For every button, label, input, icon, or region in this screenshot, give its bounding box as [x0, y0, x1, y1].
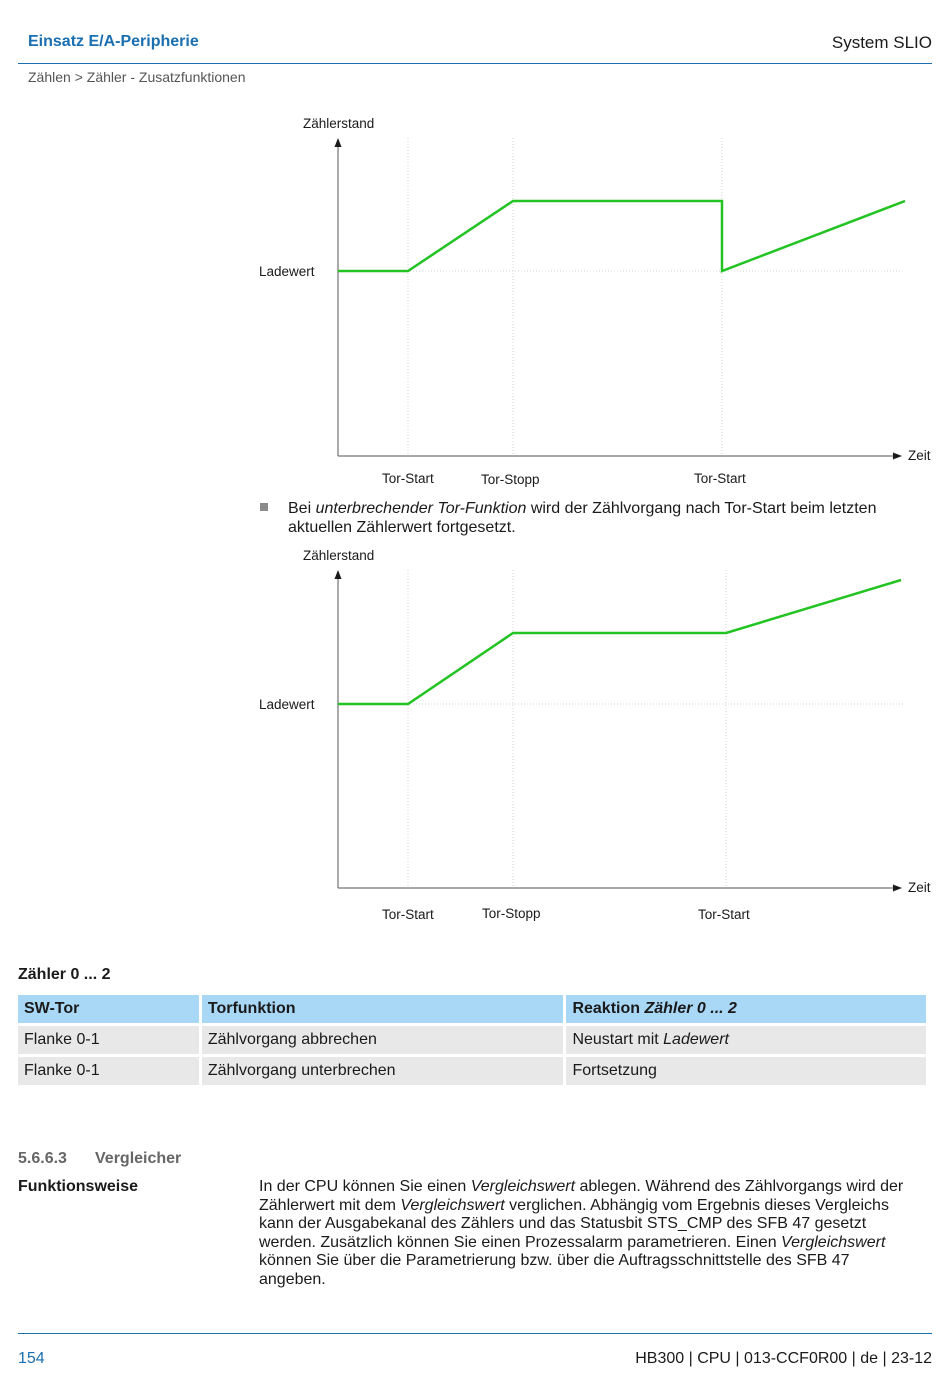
- table-header-row: [18, 995, 926, 1023]
- header-section-title: Einsatz E/A-Peripherie: [28, 33, 199, 50]
- marker-label-gate-start-2: Tor-Start: [694, 471, 746, 486]
- gate-function-table: [15, 992, 929, 1088]
- x-axis-label: Zeit: [908, 448, 931, 463]
- counter-value-line: [338, 580, 901, 704]
- y-axis-arrow-icon: [335, 138, 342, 147]
- cell-gate-function: Zählvorgang abbrechen: [202, 1026, 564, 1054]
- x-axis-arrow-icon: [893, 453, 902, 460]
- body-text-part: verglichen. Abhängig vom Ergebnis dieses Vergleichs kann der Ausgabekanal des Zählers und das Statusbit STS_CMP des SFB 47 gesetzt werden. Zusätzlich können Sie einen Prozessalarm parametrieren. Einen: [259, 1196, 889, 1251]
- bullet-paragraph: [288, 499, 928, 537]
- table-row: [18, 1026, 926, 1054]
- reaction-text: Fortsetzung: [572, 1062, 657, 1079]
- y-axis-label: Zählerstand: [303, 548, 375, 563]
- counter-diagram-interrupt: [0, 542, 950, 927]
- marker-label-gate-start-1: Tor-Start: [382, 907, 434, 922]
- bullet-text-suffix: wird der Zählvorgang nach Tor-Start beim letzten aktuellen Zählerwert fortgesetzt.: [288, 500, 877, 536]
- body-text-part: ablegen. Während des Zählvorgangs wird der Zählerwert mit dem: [259, 1178, 904, 1214]
- marker-label-gate-stop: Tor-Stopp: [482, 906, 541, 921]
- bullet-text-emphasis: unterbrechender Tor-Funktion: [315, 500, 527, 517]
- reaction-emphasis: Ladewert: [663, 1031, 729, 1048]
- counter-value-line: [338, 201, 905, 271]
- column-header-reaction: [566, 995, 926, 1023]
- section-body-paragraph: [259, 1178, 919, 1290]
- marker-label-gate-stop: Tor-Stopp: [481, 472, 540, 487]
- load-value-label: Ladewert: [259, 697, 315, 712]
- load-value-label: Ladewert: [259, 264, 315, 279]
- reaction-header-emphasis: Zähler 0 ... 2: [644, 1000, 737, 1017]
- section-title: Vergleicher: [95, 1150, 182, 1167]
- marker-label-gate-start-2: Tor-Start: [698, 907, 750, 922]
- counter-diagram-abort: [0, 110, 950, 495]
- section-number: 5.6.6.3: [18, 1150, 67, 1167]
- header-divider: [18, 63, 932, 64]
- cell-reaction: [566, 1026, 926, 1054]
- marker-label-gate-start-1: Tor-Start: [382, 471, 434, 486]
- body-text-emphasis: Vergleichswert: [400, 1196, 505, 1214]
- cell-sw-gate: Flanke 0-1: [18, 1026, 199, 1054]
- body-text-part: In der CPU können Sie einen: [259, 1178, 471, 1195]
- document-reference: HB300 | CPU | 013-CCF0R00 | de | 23-12: [635, 1350, 932, 1367]
- body-text-emphasis: Vergleichswert: [781, 1233, 886, 1251]
- header-product-name: System SLIO: [831, 33, 932, 52]
- column-header-gate-function: Torfunktion: [202, 995, 564, 1023]
- cell-sw-gate: Flanke 0-1: [18, 1057, 199, 1085]
- breadcrumb: Zählen > Zähler - Zusatzfunktionen: [28, 69, 246, 85]
- y-axis-arrow-icon: [335, 570, 342, 579]
- bullet-text-prefix: Bei: [288, 500, 316, 517]
- bullet-square-icon: [260, 503, 268, 511]
- reaction-header-prefix: Reaktion: [572, 1000, 645, 1017]
- x-axis-label: Zeit: [908, 880, 931, 895]
- x-axis-arrow-icon: [893, 885, 902, 892]
- reaction-text: Neustart mit: [572, 1031, 664, 1048]
- page-number: 154: [18, 1350, 45, 1367]
- cell-gate-function: Zählvorgang unterbrechen: [202, 1057, 564, 1085]
- footer-divider: [18, 1333, 932, 1334]
- y-axis-label: Zählerstand: [303, 116, 375, 131]
- table-row: [18, 1057, 926, 1085]
- side-heading: Funktionsweise: [18, 1178, 139, 1195]
- table-title: Zähler 0 ... 2: [18, 966, 111, 983]
- column-header-sw-gate: SW-Tor: [18, 995, 199, 1023]
- cell-reaction: [566, 1057, 926, 1085]
- body-text-part: können Sie über die Parametrierung bzw. über die Auftragsschnittstelle des SFB 47 angeben.: [259, 1252, 850, 1288]
- body-text-emphasis: Vergleichswert: [470, 1178, 576, 1195]
